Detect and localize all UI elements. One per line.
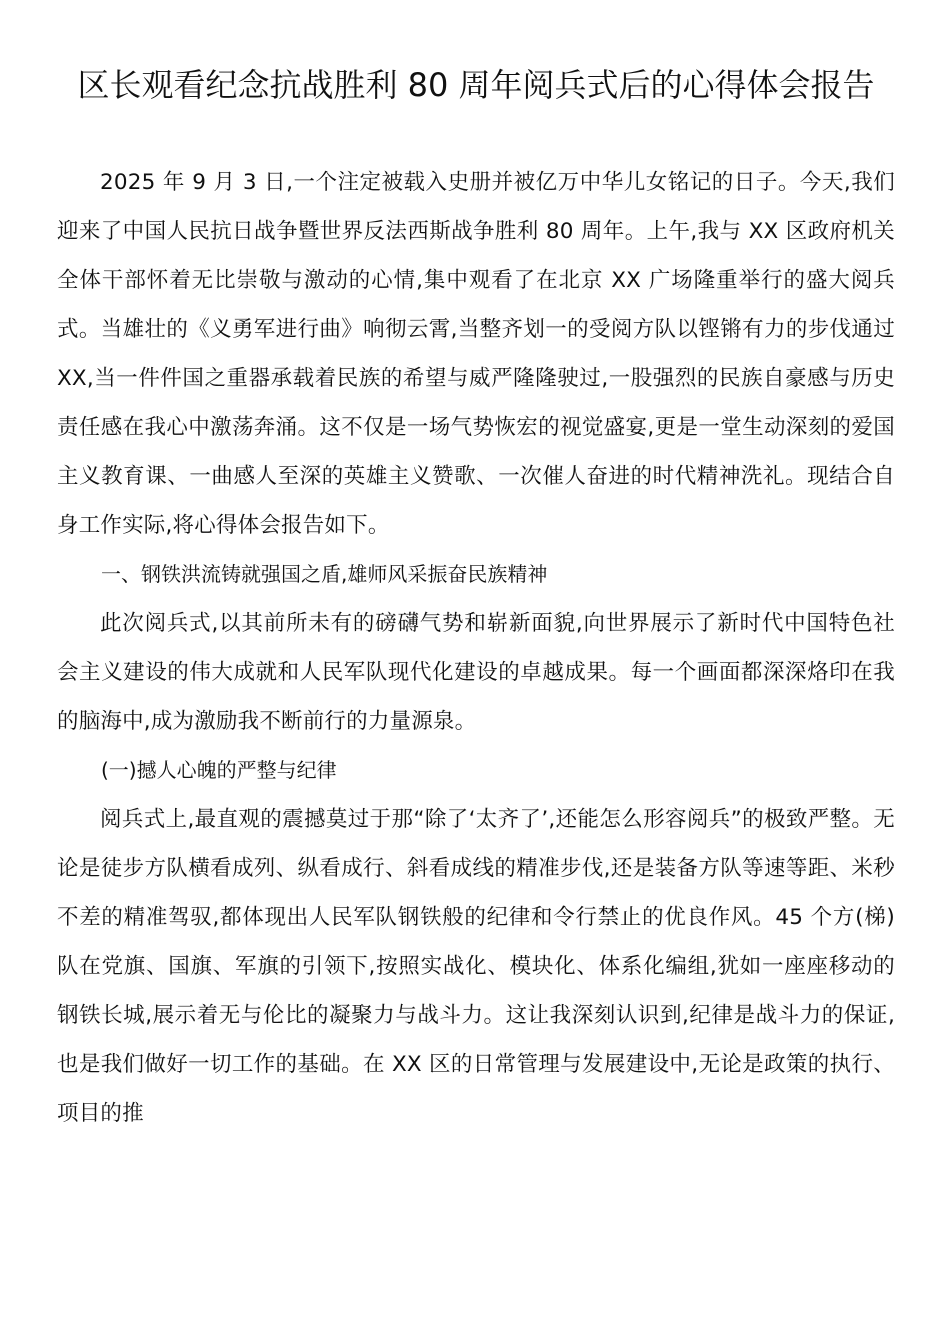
document-page [57, 62, 895, 1138]
section-heading-1: 一、钢铁洪流铸就强国之盾,雄师风采振奋民族精神 [101, 562, 548, 586]
subsection-1-paragraph: 阅兵式上,最直观的震撼莫过于那“除了‘太齐了’,还能怎么形容阅兵”的极致严整。无论是徒步方队横看成列、纵看成行、斜看成线的精准步伐,还是装备方队等速等距、米秒不差的精准驾驭,都体现出人民军队钢铁般的纪律和令行禁止的优良作风。45 个方(梯)队在党旗、国旗、军旗的引领下,按照实战化、模块化、体系化编组,犹如一座座移动的钢铁长城,展示着无与伦比的凝聚力与战斗力。这让我深刻认识到,纪律是战斗力的保证,也是我们做好一切工作的基础。在 XX 区的日常管理与发展建设中,无论是政策的执行、项目的推 [57, 807, 895, 1126]
intro-paragraph: 2025 年 9 月 3 日,一个注定被载入史册并被亿万中华儿女铭记的日子。今天,我们迎来了中国人民抗日战争暨世界反法西斯战争胜利 80 周年。上午,我与 XX 区政府机关全体干部怀着无比崇敬与激动的心情,集中观看了在北京 XX 广场隆重举行的盛大阅兵式。当雄壮的《义勇军进行曲》响彻云霄,当整齐划一的受阅方队以铿锵有力的步伐通过 XX,当一件件国之重器承载着民族的希望与威严隆隆驶过,一股强烈的民族自豪感与历史责任感在我心中激荡奔涌。这不仅是一场气势恢宏的视觉盛宴,更是一堂生动深刻的爱国主义教育课、一曲感人至深的英雄主义赞歌、一次催人奋进的时代精神洗礼。现结合自身工作实际,将心得体会报告如下。 [57, 170, 895, 538]
section-1-paragraph: 此次阅兵式,以其前所未有的磅礴气势和崭新面貌,向世界展示了新时代中国特色社会主义建设的伟大成就和人民军队现代化建设的卓越成果。每一个画面都深深烙印在我的脑海中,成为激励我不断前行的力量源泉。 [57, 611, 895, 734]
subsection-heading-1: (一)撼人心魄的严整与纪律 [101, 758, 337, 782]
document-title: 区长观看纪念抗战胜利 80 周年阅兵式后的心得体会报告 [77, 66, 875, 104]
